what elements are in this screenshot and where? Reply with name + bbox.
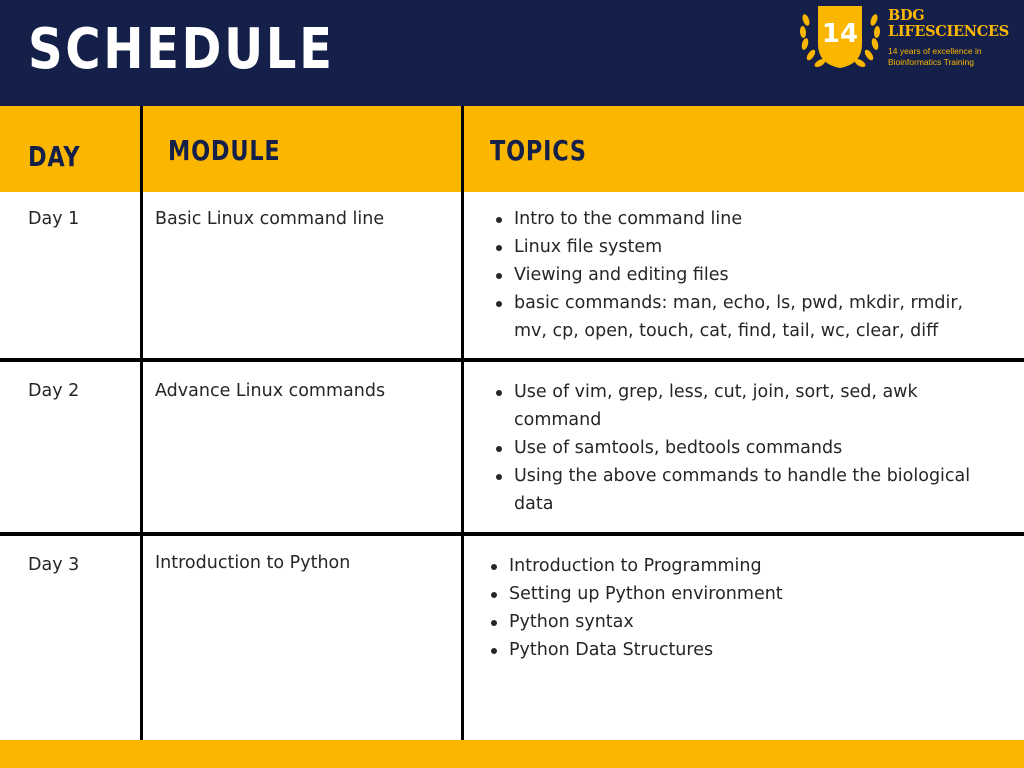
page-title: SCHEDULE bbox=[28, 17, 335, 82]
brand-tagline-line2: Bioinformatics Training bbox=[888, 57, 974, 67]
table-cell-module: Basic Linux command line bbox=[155, 209, 385, 229]
column-divider bbox=[461, 106, 464, 740]
laurel-badge-icon bbox=[796, 2, 884, 72]
list-item: Introduction to Programming bbox=[491, 552, 996, 580]
row-divider bbox=[0, 358, 1024, 362]
topics-list bbox=[496, 378, 996, 518]
brand-tagline-line1: 14 years of excellence in bbox=[888, 46, 982, 56]
list-item: Viewing and editing files bbox=[496, 261, 996, 289]
list-item: Use of samtools, bedtools commands bbox=[496, 434, 996, 462]
list-item: Using the above commands to handle the biological data bbox=[496, 462, 996, 518]
brand-name-line1: BDG bbox=[888, 7, 925, 24]
list-item: basic commands: man, echo, ls, pwd, mkdir, rmdir, mv, cp, open, touch, cat, find, tail, wc, clear, diff bbox=[496, 289, 996, 345]
column-divider bbox=[140, 106, 143, 740]
topics-list bbox=[491, 552, 996, 664]
column-header-module: MODULE bbox=[168, 134, 281, 167]
table-cell-day: Day 3 bbox=[28, 555, 80, 575]
topics-list bbox=[496, 205, 996, 345]
brand-name bbox=[888, 8, 1009, 40]
footer-bar bbox=[0, 740, 1024, 768]
table-cell-module: Advance Linux commands bbox=[155, 381, 386, 401]
table-cell-day: Day 2 bbox=[28, 381, 80, 401]
list-item: Python Data Structures bbox=[491, 636, 996, 664]
row-divider bbox=[0, 532, 1024, 536]
table-header-row bbox=[0, 106, 1024, 192]
column-header-day: DAY bbox=[28, 140, 81, 173]
table-cell-day: Day 1 bbox=[28, 209, 80, 229]
list-item: Setting up Python environment bbox=[491, 580, 996, 608]
list-item: Linux file system bbox=[496, 233, 996, 261]
column-header-topics: TOPICS bbox=[490, 134, 587, 167]
list-item: Python syntax bbox=[491, 608, 996, 636]
list-item: Use of vim, grep, less, cut, join, sort, sed, awk command bbox=[496, 378, 996, 434]
header-bar bbox=[0, 0, 1024, 106]
list-item: Intro to the command line bbox=[496, 205, 996, 233]
badge-number: 14 bbox=[821, 19, 859, 49]
brand-name-line2: LIFESCIENCES bbox=[888, 23, 1009, 40]
brand-tagline bbox=[888, 46, 982, 68]
brand-logo bbox=[796, 2, 1021, 74]
table-cell-module: Introduction to Python bbox=[155, 553, 351, 573]
